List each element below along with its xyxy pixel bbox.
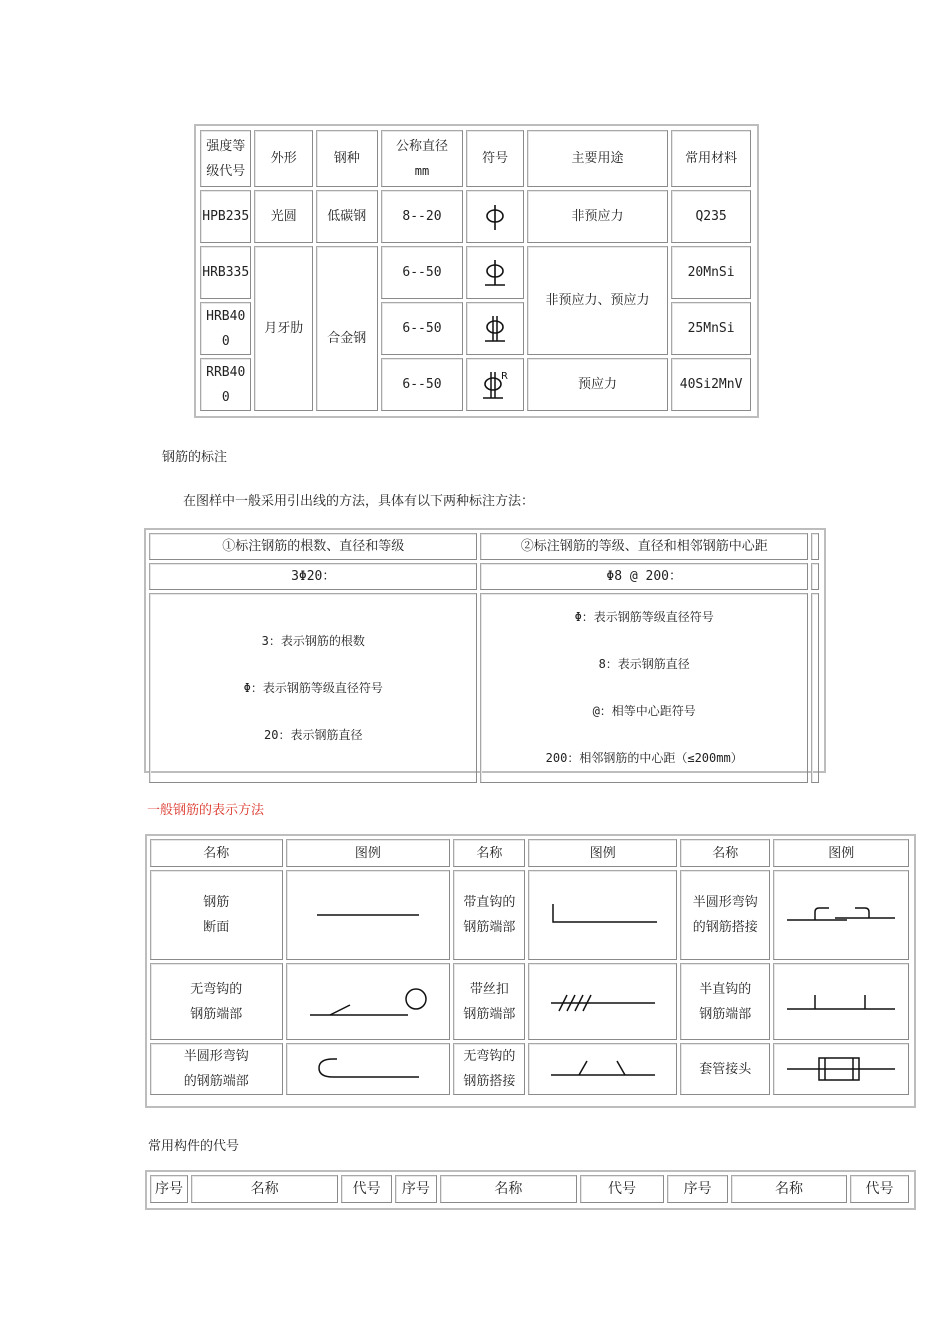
threaded-end-icon xyxy=(547,989,659,1015)
straight-hook-end-legend xyxy=(528,870,677,960)
phi-r-symbol-icon xyxy=(480,368,510,402)
phi-bar-symbol-icon xyxy=(482,257,508,289)
semicircle-hook-lap-legend xyxy=(773,870,909,960)
sleeve-joint-icon xyxy=(785,1054,897,1084)
method1-example: 3Φ20： xyxy=(149,563,477,590)
material-20mnsi: 20MnSi xyxy=(671,246,751,299)
sleeve-joint-legend xyxy=(773,1043,909,1095)
symbol-cell xyxy=(466,302,524,355)
header-code: 代号 xyxy=(341,1175,392,1203)
grade-hrb335: HRB335 xyxy=(200,246,251,299)
symbol-cell xyxy=(466,246,524,299)
note-count: 3：表示钢筋的根数 xyxy=(261,633,365,648)
marking-table xyxy=(146,530,822,786)
header-steel: 钢种 xyxy=(316,130,378,187)
diameter-range: 6--50 xyxy=(381,246,464,299)
method1-notes xyxy=(149,593,477,783)
header-legend: 图例 xyxy=(773,839,909,867)
header-name: 名称 xyxy=(150,839,283,867)
header-code: 代号 xyxy=(850,1175,909,1203)
heading-general-representation: 一般钢筋的表示方法 xyxy=(147,803,265,818)
header-serial: 序号 xyxy=(667,1175,728,1203)
sleeve-joint-name: 套管接头 xyxy=(680,1043,770,1095)
grade-hpb235: HPB235 xyxy=(200,190,251,243)
material-25mnsi: 25MnSi xyxy=(671,302,751,355)
header-name: 名称 xyxy=(731,1175,847,1203)
no-hook-end-icon xyxy=(306,985,430,1019)
header-name: 名称 xyxy=(453,839,525,867)
symbol-cell xyxy=(466,358,524,411)
diameter-range: 6--50 xyxy=(381,358,464,411)
header-name: 名称 xyxy=(191,1175,338,1203)
header-material: 常用材料 xyxy=(671,130,751,187)
no-hook-lap-name: 无弯钩的 钢筋搭接 xyxy=(453,1043,525,1095)
no-hook-lap-legend xyxy=(528,1043,677,1095)
symbol-cell xyxy=(466,190,524,243)
straight-hook-end-name: 带直钩的 钢筋端部 xyxy=(453,870,525,960)
method2-notes xyxy=(480,593,807,783)
use-non-prestressed: 非预应力 xyxy=(527,190,668,243)
method1-title: ①标注钢筋的根数、直径和等级 xyxy=(149,533,477,560)
threaded-end-legend xyxy=(528,963,677,1040)
use-both: 非预应力、预应力 xyxy=(527,246,668,355)
diameter-range: 6--50 xyxy=(381,302,464,355)
semicircle-hook-lap-name: 半圆形弯钩 的钢筋搭接 xyxy=(680,870,770,960)
material-40si2mnv: 40Si2MnV xyxy=(671,358,751,411)
semicircle-hook-lap-icon xyxy=(785,902,897,928)
plain-line-icon xyxy=(313,905,423,925)
straight-hook-icon xyxy=(545,900,661,930)
steel-grade-table xyxy=(197,127,754,414)
heading-component-codes: 常用构件的代号 xyxy=(148,1139,240,1154)
intro-paragraph: 在图样中一般采用引出线的方法，具体有以下两种标注方法： xyxy=(183,494,535,509)
half-straight-hook-end-legend xyxy=(773,963,909,1040)
header-name: 名称 xyxy=(680,839,770,867)
half-straight-hook-end-name: 半直钩的 钢筋端部 xyxy=(680,963,770,1040)
threaded-end-name: 带丝扣 钢筋端部 xyxy=(453,963,525,1040)
header-legend: 图例 xyxy=(528,839,677,867)
semicircle-hook-end-icon xyxy=(313,1055,423,1083)
header-name: 名称 xyxy=(440,1175,577,1203)
steel-alloy: 合金钢 xyxy=(316,246,378,411)
method2-example: Φ8 @ 200： xyxy=(480,563,807,590)
component-code-table xyxy=(147,1172,912,1206)
heading-marking: 钢筋的标注 xyxy=(162,450,228,465)
no-hook-end-legend xyxy=(286,963,451,1040)
header-grade: 强度等 级代号 xyxy=(200,130,251,187)
spacer-cell xyxy=(811,593,819,783)
use-prestressed: 预应力 xyxy=(527,358,668,411)
note-diameter: 8：表示钢筋直径 xyxy=(598,657,690,671)
note-spacing: 200：相邻钢筋的中心距（≤200mm） xyxy=(545,751,743,765)
grade-rrb400: RRB40 0 xyxy=(200,358,251,411)
header-serial: 序号 xyxy=(150,1175,188,1203)
shape-plain: 光圆 xyxy=(254,190,313,243)
shape-ribbed: 月牙肋 xyxy=(254,246,313,411)
header-serial: 序号 xyxy=(395,1175,437,1203)
diameter-range: 8--20 xyxy=(381,190,464,243)
representation-table xyxy=(147,836,912,1098)
header-diameter: 公称直径 mm xyxy=(381,130,464,187)
header-shape: 外形 xyxy=(254,130,313,187)
no-hook-lap-icon xyxy=(547,1055,659,1083)
no-hook-end-name: 无弯钩的 钢筋端部 xyxy=(150,963,283,1040)
header-legend: 图例 xyxy=(286,839,451,867)
phi-symbol-icon xyxy=(483,202,507,232)
header-symbol: 符号 xyxy=(466,130,524,187)
semicircle-hook-end-legend xyxy=(286,1043,451,1095)
method2-title: ②标注钢筋的等级、直径和相邻钢筋中心距 xyxy=(480,533,807,560)
half-straight-hook-icon xyxy=(785,989,897,1015)
header-use: 主要用途 xyxy=(527,130,668,187)
semicircle-hook-end-name: 半圆形弯钩 的钢筋端部 xyxy=(150,1043,283,1095)
rebar-section-legend xyxy=(286,870,451,960)
material-q235: Q235 xyxy=(671,190,751,243)
note-diameter: 20：表示钢筋直径 xyxy=(264,727,363,742)
grade-hrb400: HRB40 0 xyxy=(200,302,251,355)
note-at-sign: @：相等中心距符号 xyxy=(592,704,696,718)
note-symbol: Φ：表示钢筋等级直径符号 xyxy=(574,610,714,624)
note-symbol: Φ：表示钢筋等级直径符号 xyxy=(243,680,383,695)
spacer-cell xyxy=(811,563,819,590)
phi-double-bar-symbol-icon xyxy=(482,313,508,345)
spacer-cell xyxy=(811,533,819,560)
symbol-r-label: R xyxy=(501,370,509,382)
header-code: 代号 xyxy=(580,1175,664,1203)
rebar-section-name: 钢筋 断面 xyxy=(150,870,283,960)
steel-low-carbon: 低碳钢 xyxy=(316,190,378,243)
